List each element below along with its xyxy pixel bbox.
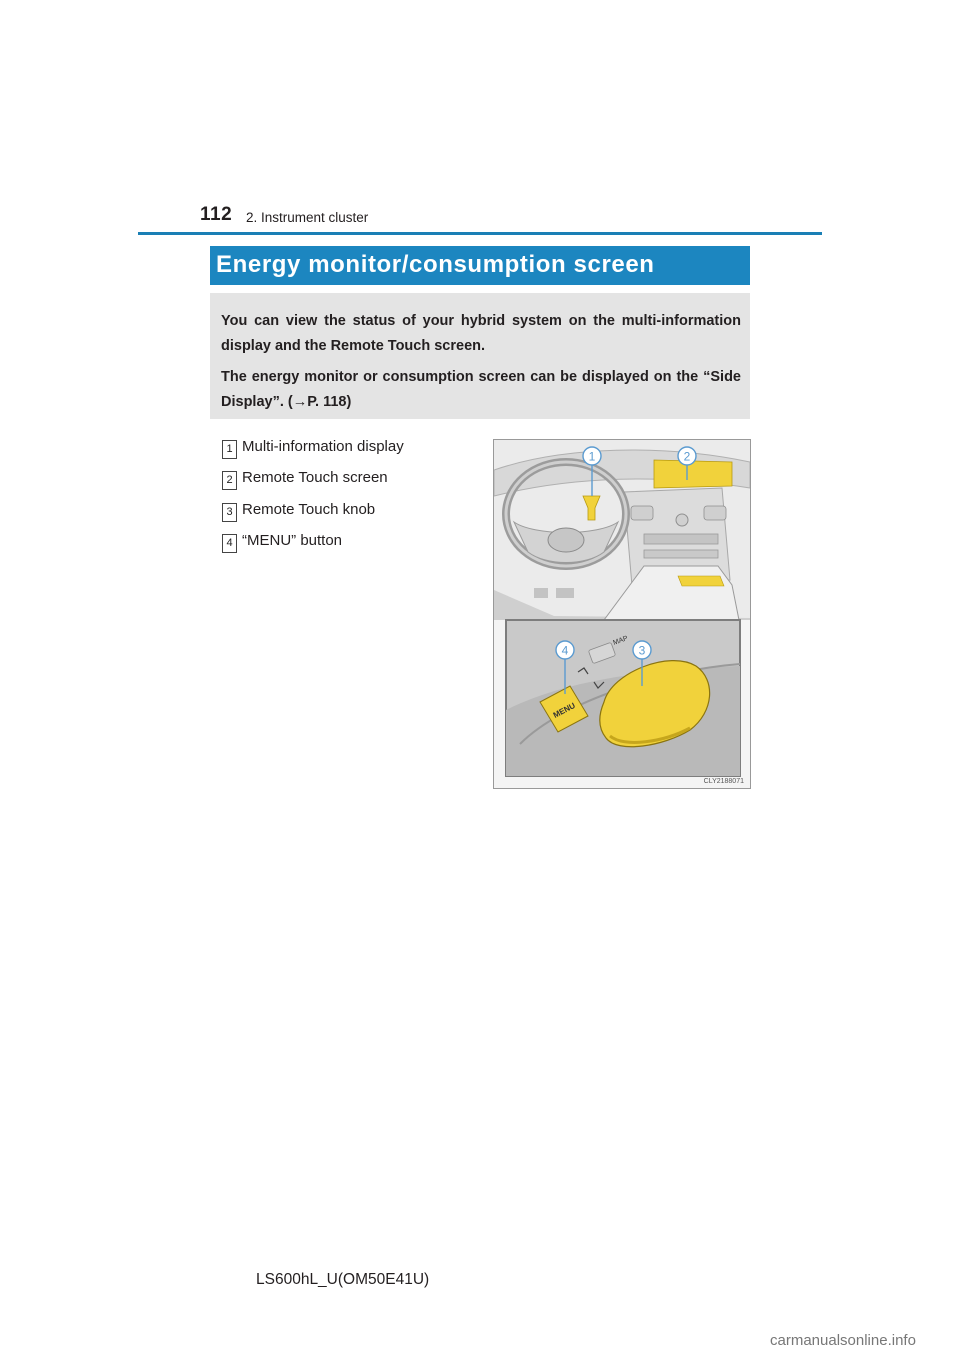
title-bar [210,246,750,285]
dashboard-illustration [493,439,751,789]
page-title: Energy monitor/consumption screen [216,251,655,278]
legend-number: 4 [222,534,237,553]
menu-button-label: MENU [551,700,577,720]
header-rule [138,232,822,235]
watermark: carmanualsonline.info [770,1332,916,1349]
legend-number: 3 [222,503,237,522]
footer-model-code: LS600hL_U(OM50E41U) [256,1271,430,1288]
legend-label: Remote Touch knob [242,500,376,518]
legend-label: Multi-information display [242,438,404,455]
callout-4-label: 4 [561,643,569,658]
page-number: 112 [200,204,233,225]
callout-3-label: 3 [638,643,646,658]
intro-paragraph-1: You can view the status of your hybrid system on the multi-information display and the Remote Touch screen. [221,313,741,354]
legend-label: “MENU” button [242,531,343,549]
callout-2-label: 2 [683,449,691,464]
legend-label: Remote Touch screen [242,469,388,487]
map-button-label: MAP [612,635,629,647]
legend-number: 2 [222,471,237,490]
dashboard-drawing [494,440,750,788]
image-code: CLY2188071 [703,778,744,785]
section-label: 2. Instrument cluster [246,210,369,225]
legend-number: 1 [222,440,237,459]
callout-1-label: 1 [588,449,596,464]
intro-paragraph-2: The energy monitor or consumption screen can be displayed on the “Side Display”. (→P. 118) [221,369,741,410]
intro-box [210,293,750,419]
